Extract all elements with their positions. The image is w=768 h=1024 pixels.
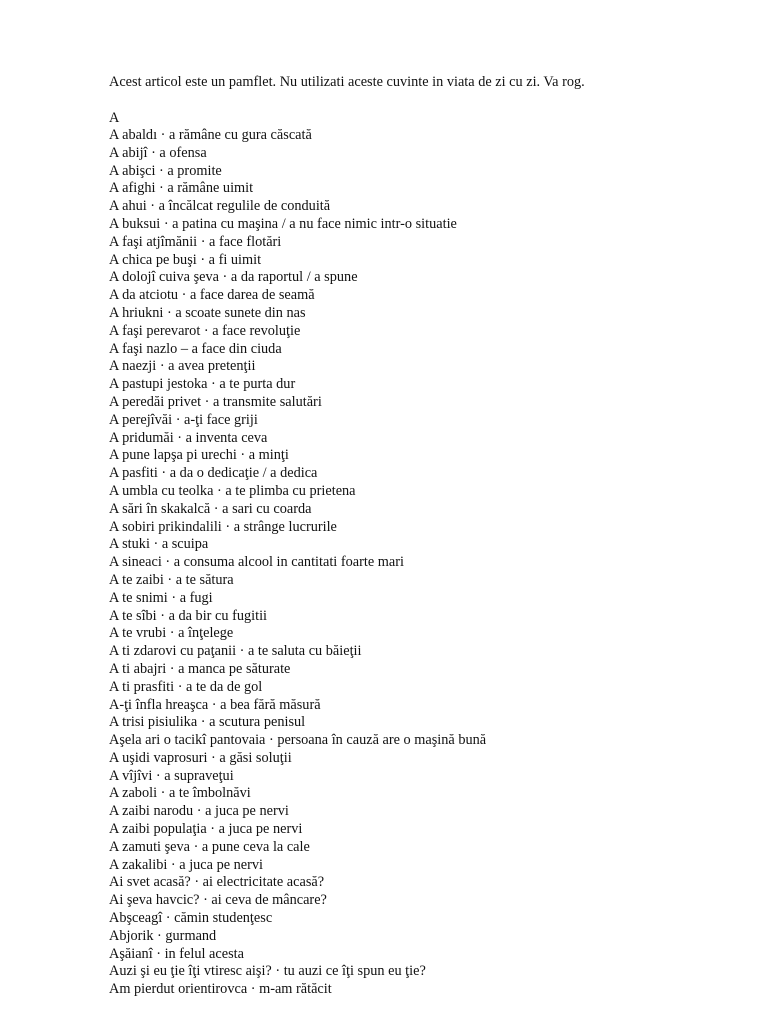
glossary-entry: A sineaci · a consuma alcool in cantitati foarte mari — [109, 554, 404, 571]
glossary-entry: A pastupi jestoka · a te purta dur — [109, 376, 296, 393]
glossary-entry: A trisi pisiulika · a scutura penisul — [109, 714, 306, 731]
section-heading-letter: A — [109, 110, 120, 126]
glossary-entry: A ti prasfiti · a te da de gol — [109, 678, 263, 695]
glossary-entry: A stuki · a scuipa — [109, 536, 209, 553]
glossary-entry: A sări în skakalcă · a sari cu coarda — [109, 500, 312, 517]
glossary-entry: A uşidi vaprosuri · a găsi soluţii — [109, 749, 292, 766]
intro-paragraph: Acest articol este un pamflet. Nu utilizati aceste cuvinte in viata de zi cu zi. Va rog. — [109, 74, 585, 90]
glossary-entry: Auzi şi eu ţie îţi vtiresc aişi? · tu auzi ce îţi spun eu ţie? — [109, 963, 426, 980]
glossary-entry: A umbla cu teolka · a te plimba cu prietena — [109, 482, 356, 499]
glossary-entry: A ahui · a încălcat regulile de conduită — [109, 198, 331, 215]
glossary-entry: A te vrubi · a înţelege — [109, 625, 234, 642]
glossary-entry: A-ţi înfla hreaşca · a bea fără măsură — [109, 696, 321, 713]
glossary-entry: A naezji · a avea pretenţii — [109, 358, 256, 375]
glossary-entry: A ti abajri · a manca pe săturate — [109, 660, 291, 677]
glossary-entry: A perejîvăi · a-ţi face griji — [109, 411, 258, 428]
glossary-entry: A pune lapşa pi urechi · a minţi — [109, 447, 289, 464]
glossary-entry: A pasfiti · a da o dedicaţie / a dedica — [109, 465, 318, 482]
glossary-entry: Am pierdut orientirovca · m-am rătăcit — [109, 981, 332, 998]
glossary-entry: A abişci · a promite — [109, 162, 222, 179]
glossary-entry: A zakalibi · a juca pe nervi — [109, 856, 264, 873]
glossary-entry: A faşi nazlo – a face din ciuda — [109, 340, 282, 357]
glossary-entry: Aşăianî · in felul acesta — [109, 945, 244, 962]
glossary-entry: A chica pe buşi · a fi uimit — [109, 251, 262, 268]
glossary-entry: A afighi · a rămâne uimit — [109, 180, 254, 197]
document-page — [109, 73, 749, 999]
glossary-entry: A abaldı · a rămâne cu gura căscată — [109, 127, 312, 143]
glossary-entry: Abjorik · gurmand — [109, 927, 217, 944]
glossary-entry: A da atciotu · a face darea de seamă — [109, 287, 315, 304]
glossary-entry: A te sîbi · a da bir cu fugitii — [109, 607, 268, 624]
glossary-entry: A faşi perevarot · a face revoluţie — [109, 322, 301, 339]
glossary-entry: A ti zdarovi cu paţanii · a te saluta cu băieţii — [109, 643, 362, 660]
glossary-entry: A sobiri prikindalili · a strânge lucrurile — [109, 518, 337, 535]
glossary-entry: A dolojî cuiva şeva · a da raportul / a spune — [109, 269, 358, 286]
glossary-entry: A hriukni · a scoate sunete din nas — [109, 304, 306, 321]
glossary-entry: A buksui · a patina cu maşina / a nu face nimic intr-o situatie — [109, 215, 457, 232]
glossary-entry: Ai şeva havcic? · ai ceva de mâncare? — [109, 892, 327, 909]
glossary-entry: A zaboli · a te îmbolnăvi — [109, 785, 251, 802]
glossary-entry: A abijî · a ofensa — [109, 144, 207, 161]
glossary-entry: A te snimi · a fugi — [109, 589, 213, 606]
glossary-entry: A te zaibi · a te sătura — [109, 571, 234, 588]
glossary-entry: Aşela ari o tacikî pantovaia · persoana în cauză are o maşină bună — [109, 732, 487, 749]
glossary-entry: Abşceagî · cămin studenţesc — [109, 910, 273, 927]
glossary-entry: A faşi atjîmănii · a face flotări — [109, 233, 282, 250]
glossary-entry: A zamuti şeva · a pune ceva la cale — [109, 838, 310, 855]
glossary-entry: A peredăi privet · a transmite salutări — [109, 393, 322, 410]
glossary-entry: A zaibi populaţia · a juca pe nervi — [109, 821, 303, 838]
glossary-entry: A zaibi narodu · a juca pe nervi — [109, 803, 289, 820]
glossary-list — [109, 127, 749, 999]
glossary-entry: A vîjîvi · a supraveţui — [109, 767, 234, 784]
glossary-entry: A pridumăi · a inventa ceva — [109, 429, 268, 446]
glossary-entry: Ai svet acasă? · ai electricitate acasă? — [109, 874, 325, 891]
